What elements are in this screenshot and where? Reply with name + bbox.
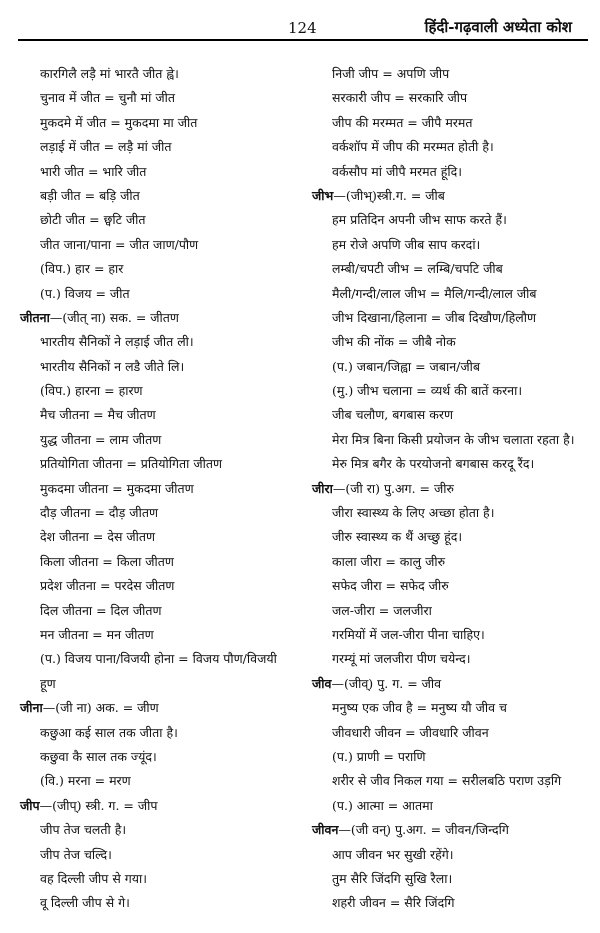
entry-headword-line [312, 818, 594, 842]
headword-definition: —(जीत् ना) सक. = जीतण [49, 309, 179, 325]
entry-headword-line [312, 184, 594, 208]
entry-line: (मु.) जीभ चलाना = व्यर्थ की बातें करना। [332, 383, 523, 399]
entry-line: सफेद जीरा = सफेद जीरु [332, 578, 449, 594]
entry-line: मनुष्य एक जीव है = मनुष्य यौ जीव च [332, 700, 507, 716]
entry-headword-line [20, 306, 305, 330]
entry-line: (प.) विजय पाना/विजयी होना = विजय पौण/विजयी [40, 651, 277, 667]
entry-line: कछुवा कै साल तक ज्यूंद। [40, 748, 157, 764]
entry-line: छोटी जीत = छ्वटि जीत [40, 212, 146, 228]
entry-line: बड़ी जीत = बड़ि जीत [40, 187, 140, 203]
entry-line: जीभ दिखाना/हिलाना = जीब दिखौण/हिलौण [332, 309, 537, 325]
entry-line: गरमियों में जल-जीरा पीना चाहिए। [332, 626, 485, 642]
entry-headword-line [312, 477, 594, 501]
headword: जीवन [312, 822, 339, 838]
headword-definition: —(जीप्) स्त्री. ग. = जीप [39, 797, 158, 813]
entry-line: शरीर से जीव निकल गया = सरीलबठि पराण उड़गि [332, 773, 562, 789]
headword: जीभ [312, 187, 334, 203]
entry-line: शहरी जीवन = सैरि जिंदगि [332, 895, 455, 911]
book-title: हिंदी-गढ़वाली अध्येता कोश [424, 18, 572, 36]
entry-headword-line [20, 794, 305, 818]
entry-line: मन जीतना = मन जीतण [40, 626, 154, 642]
entry-line: जल-जीरा = जलजीरा [332, 602, 432, 618]
entry-line: भारतीय सैनिकों न लडै जीते लि। [40, 358, 185, 374]
entry-line: मैली/गन्दी/लाल जीभ = मैलि/गन्दी/लाल जीब [332, 285, 537, 301]
entry-line: (प.) जबान/जिह्वा = जबान/जीब [332, 358, 481, 374]
entry-line: कछुआ कई साल तक जीता है। [40, 724, 178, 740]
entry-line: चुनाव में जीत = चुनौ मां जीत [40, 90, 175, 106]
entry-line: तुम सैरि जिंदगि सुखि रैला। [332, 870, 453, 886]
headword: जीरा [312, 480, 333, 496]
entry-line: जीब चलौण, बगबास करण [332, 407, 453, 423]
entry-line: निजी जीप = अपणि जीप [332, 66, 450, 81]
entry-headword-line [312, 672, 594, 696]
entry-line: भारतीय सैनिकों ने लड़ाई जीत ली। [40, 334, 194, 350]
header-rule [18, 39, 588, 41]
headword: जीव [312, 675, 332, 691]
entry-headword-line [20, 696, 305, 720]
headword: जीतना [20, 309, 50, 325]
entry-line: (प.) आत्मा = आतमा [332, 797, 433, 813]
entry-line: गरम्यूं मां जलजीरा पीण चयेन्द। [332, 651, 471, 667]
entry-line: दौड़ जीतना = दौड़ जीतण [40, 505, 158, 521]
entry-line: जीवधारी जीवन = जीवधारि जीवन [332, 724, 489, 740]
entry-line: मुकदमा जीतना = मुकदमा जीतण [40, 480, 194, 496]
entry-line: (विप.) हार = हार [40, 261, 124, 277]
entry-line: वू दिल्ली जीप से गे। [40, 895, 130, 911]
entry-line: (वि.) मरना = मरण [40, 773, 131, 789]
headword: जीप [20, 797, 40, 813]
entry-line-continuation: हूण [40, 675, 56, 691]
entry-line: (विप.) हारना = हारण [40, 383, 143, 399]
entry-line: जीप की मरम्मत = जीपै मरमत [332, 114, 473, 130]
headword: जीना [20, 700, 43, 716]
entry-line: जीप तेज चलती है। [40, 822, 127, 838]
entry-line: देश जीतना = देस जीतण [40, 529, 156, 545]
page-number: 124 [288, 19, 317, 37]
entry-line: किला जीतना = किला जीतण [40, 553, 174, 569]
headword-definition: —(जीभ्)स्त्री.ग. = जीब [333, 187, 445, 203]
entry-line: प्रदेश जीतना = परदेस जीतण [40, 578, 175, 594]
entry-line: प्रतियोगिता जीतना = प्रतियोगिता जीतण [40, 456, 223, 472]
entry-line: हम प्रतिदिन अपनी जीभ साफ करते हैं। [332, 212, 507, 228]
entry-line: जीरा स्वास्थ्य के लिए अच्छा होता है। [332, 505, 495, 521]
entry-line: मेरु मित्र बगैर के परयोजनो बगबास करदू रैंद। [332, 456, 535, 472]
entry-line: आप जीवन भर सुखी रहेंगे। [332, 846, 454, 862]
entry-line: जीत जाना/पाना = जीत जाण/पौण [40, 236, 199, 252]
entry-line: (प.) विजय = जीत [40, 285, 130, 301]
entry-line: जीप तेज चल्दि। [40, 846, 112, 862]
entry-line: सरकारी जीप = सरकारि जीप [332, 90, 468, 106]
entry-line: हम रोजे अपणि जीब साप करदां। [332, 236, 481, 252]
entry-line: युद्ध जीतना = लाम जीतण [40, 431, 162, 447]
entry-line: वर्कशॉप में जीप की मरम्मत होती है। [332, 139, 494, 155]
entry-line: मैच जीतना = मैच जीतण [40, 407, 156, 423]
entry-line: कारगिलै लड़ै मां भारतै जीत ह्वे। [40, 66, 179, 81]
entry-line: मेरा मित्र बिना किसी प्रयोजन के जीभ चलाता रहता है। [332, 431, 575, 447]
entry-line: जीभ की नोंक = जीबै नोक [332, 334, 456, 350]
entry-line: मुकदमे में जीत = मुकदमा मा जीत [40, 114, 198, 130]
entry-line: काला जीरा = कालु जीरु [332, 553, 446, 569]
left-column [20, 62, 305, 916]
entry-line: वर्कसौप मां जीपै मरमत हूंदि। [332, 163, 462, 179]
entry-line: लड़ाई में जीत = लड़ै मां जीत [40, 139, 172, 155]
right-column [312, 62, 594, 916]
headword-definition: —(जी वन्) पु.अग. = जीवन/जिन्दगि [338, 822, 509, 838]
headword-definition: —(जी रा) पु.अग. = जीरु [332, 480, 454, 496]
entry-line: लम्बी/चपटी जीभ = लम्बि/चपटि जीब [332, 261, 503, 277]
entry-line: वह दिल्ली जीप से गया। [40, 870, 148, 886]
page-header [0, 0, 600, 40]
headword-definition: —(जी ना) अक. = जीण [42, 700, 159, 716]
entry-line: (प.) प्राणी = पराणि [332, 748, 426, 764]
entry-line: दिल जीतना = दिल जीतण [40, 602, 162, 618]
headword-definition: —(जीव्) पु. ग. = जीव [331, 675, 442, 691]
entry-line: जीरु स्वास्थ्य क थैं अच्छु हूंद। [332, 529, 463, 545]
entry-line: भारी जीत = भारि जीत [40, 163, 147, 179]
